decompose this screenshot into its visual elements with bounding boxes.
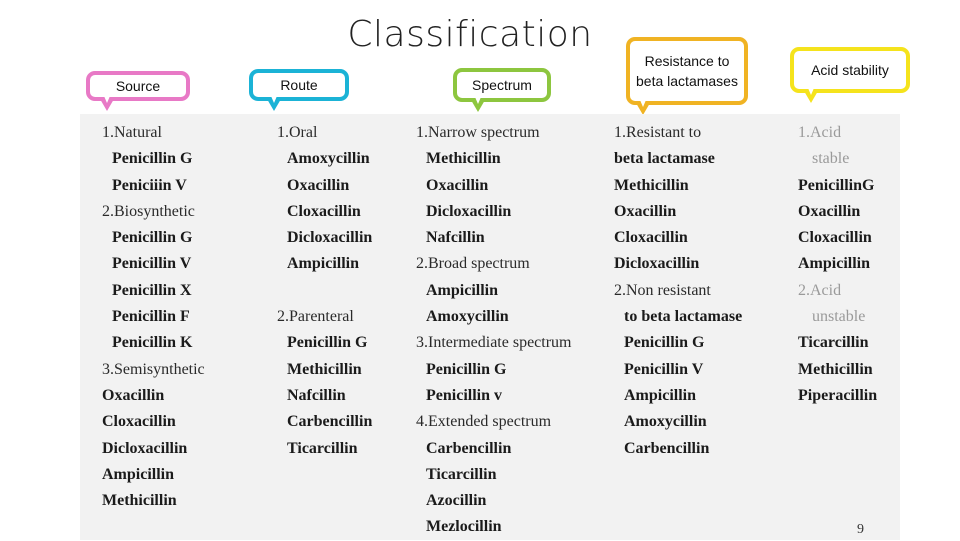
resistance-cell: 2.Non resistant <box>614 281 711 299</box>
source-cell: 3.Semisynthetic <box>102 360 205 378</box>
spectrum-cell: 2.Broad spectrum <box>416 255 530 273</box>
resistance-column <box>614 120 742 462</box>
resistance-callout <box>626 37 748 105</box>
acid-cell: unstable <box>812 308 866 326</box>
resistance-cell: Oxacillin <box>614 202 677 220</box>
spectrum-callout-tail <box>471 100 485 112</box>
slide-title: Classification <box>347 14 593 55</box>
spectrum-cell: Ampicillin <box>426 281 499 299</box>
source-callout <box>86 71 190 101</box>
route-cell: Oxacillin <box>287 176 350 194</box>
spectrum-cell: 4.Extended spectrum <box>416 413 552 431</box>
route-column <box>277 120 372 462</box>
acid-cell: Cloxacillin <box>798 229 872 247</box>
resistance-callout-label: Resistance to beta lactamases <box>636 53 738 89</box>
resistance-cell: Penicillin V <box>624 360 704 378</box>
acid-stability-column <box>798 120 877 409</box>
spectrum-cell: Dicloxacillin <box>426 202 512 220</box>
resistance-cell: beta lactamase <box>614 150 715 168</box>
resistance-cell: Dicloxacillin <box>614 255 700 273</box>
acid-cell: Ampicillin <box>798 255 871 273</box>
acid-cell: 1.Acid <box>798 124 842 141</box>
spectrum-column <box>416 120 572 541</box>
spectrum-cell: Oxacillin <box>426 176 489 194</box>
spectrum-cell: Ticarcillin <box>426 465 497 483</box>
resistance-cell: Methicillin <box>614 176 689 194</box>
classification-table-image <box>80 114 900 540</box>
route-cell: Penicillin G <box>287 334 368 352</box>
spectrum-cell: Carbencillin <box>426 439 512 457</box>
resistance-cell: 1.Resistant to <box>614 124 702 141</box>
resistance-cell: to beta lactamase <box>624 308 743 326</box>
source-cell: Penicillin K <box>112 334 193 352</box>
source-cell: Penicillin G <box>112 150 193 168</box>
acid-cell: Ticarcillin <box>798 334 869 352</box>
source-cell: Penicillin G <box>112 229 193 247</box>
source-callout-tail <box>100 99 114 111</box>
route-cell: Ticarcillin <box>287 439 358 457</box>
route-cell: 1.Oral <box>277 124 318 141</box>
spectrum-cell: 3.Intermediate spectrum <box>416 334 572 352</box>
route-cell: Methicillin <box>287 360 362 378</box>
route-cell <box>277 278 372 304</box>
source-cell: Dicloxacillin <box>102 439 188 457</box>
spectrum-cell: Penicillin v <box>426 386 502 404</box>
spectrum-cell: 1.Narrow spectrum <box>416 124 540 141</box>
source-callout-label: Source <box>115 78 161 94</box>
route-callout-tail <box>267 99 281 111</box>
spectrum-callout-label: Spectrum <box>472 77 532 93</box>
source-cell: Penicillin V <box>112 255 192 273</box>
spectrum-cell: Amoxycillin <box>426 308 509 326</box>
acid-stability-callout <box>790 47 910 93</box>
route-cell: Ampicillin <box>287 255 360 273</box>
source-cell: Penicillin X <box>112 281 192 299</box>
acid-stability-callout-tail <box>804 91 818 103</box>
source-cell: Peniciiin V <box>112 176 187 194</box>
source-cell: 1.Natural <box>102 124 162 141</box>
acid-cell: Oxacillin <box>798 202 861 220</box>
source-cell: Methicillin <box>102 492 177 510</box>
source-column <box>102 120 205 514</box>
route-cell: 2.Parenteral <box>277 308 354 326</box>
source-cell: Oxacillin <box>102 386 165 404</box>
acid-cell: Methicillin <box>798 360 873 378</box>
spectrum-cell: Methicillin <box>426 150 501 168</box>
route-cell: Nafcillin <box>287 386 346 404</box>
acid-cell: 2.Acid <box>798 281 842 299</box>
page-number: 9 <box>857 522 864 537</box>
resistance-cell: Ampicillin <box>624 386 697 404</box>
source-cell: 2.Biosynthetic <box>102 202 195 220</box>
route-callout <box>249 69 349 101</box>
spectrum-cell: Azocillin <box>426 492 487 510</box>
route-cell: Cloxacillin <box>287 202 361 220</box>
resistance-cell: Amoxycillin <box>624 413 707 431</box>
acid-cell: Piperacillin <box>798 386 878 404</box>
spectrum-cell: Penicillin G <box>426 360 507 378</box>
route-cell: Amoxycillin <box>287 150 370 168</box>
route-cell: Dicloxacillin <box>287 229 373 247</box>
acid-cell: stable <box>812 150 850 168</box>
spectrum-cell: Mezlocillin <box>426 518 502 536</box>
spectrum-callout <box>453 68 551 102</box>
acid-cell: PenicillinG <box>798 176 875 194</box>
route-cell: Carbencillin <box>287 413 373 431</box>
route-callout-label: Route <box>280 77 318 93</box>
source-cell: Penicillin F <box>112 308 190 326</box>
resistance-cell: Carbencillin <box>624 439 710 457</box>
resistance-cell: Penicillin G <box>624 334 705 352</box>
source-cell: Cloxacillin <box>102 413 176 431</box>
source-cell: Ampicillin <box>102 465 175 483</box>
spectrum-cell: Nafcillin <box>426 229 485 247</box>
acid-stability-callout-label: Acid stability <box>811 62 889 78</box>
resistance-cell: Cloxacillin <box>614 229 688 247</box>
